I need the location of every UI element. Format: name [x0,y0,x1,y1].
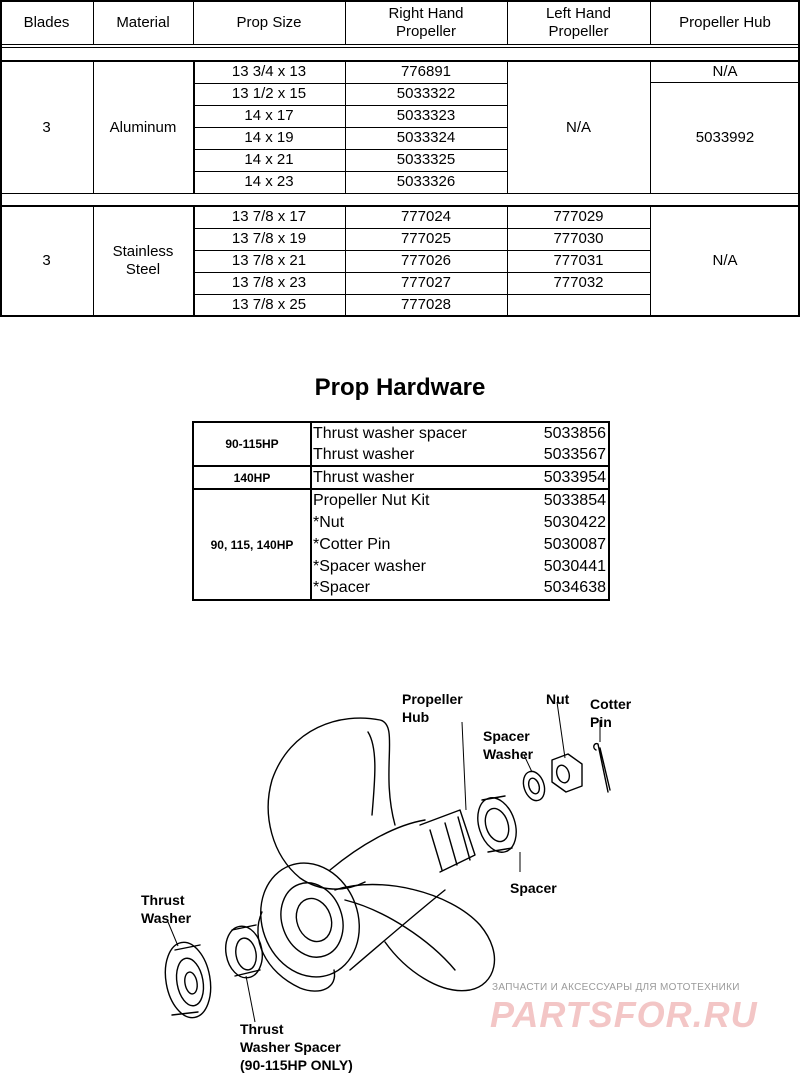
prop-size-cell: 13 7/8 x 23 [231,274,307,291]
prop-size-cell: 14 x 23 [244,173,294,190]
prop-size-cell: 14 x 21 [244,151,294,168]
right-hand-part-cell: 777025 [400,230,452,247]
header-propeller-hub: Propeller Hub [679,14,771,31]
hardware-item-desc: *Nut [313,514,345,531]
aluminum-left-hand: N/A [565,118,591,136]
left-hand-part-cell: 777029 [553,208,604,225]
right-hand-part-cell: 5033322 [396,85,456,102]
propeller-blade-left [258,912,335,991]
hardware-item-desc: Thrust washer [313,469,415,486]
header-material: Material [116,14,170,31]
stainless-blades: 3 [42,252,51,269]
hardware-item-part: 5034638 [543,579,606,596]
header-blades: Blades [23,14,70,31]
propeller-hub-part [471,793,523,857]
right-hand-part-cell: 5033325 [396,151,456,168]
aluminum-hub-first: N/A [712,63,738,80]
hardware-item-desc: *Cotter Pin [313,536,391,553]
thrust-washer-part [160,939,217,1021]
right-hand-part-cell: 777027 [400,274,452,291]
thrust-washer-spacer-part [222,923,266,980]
hardware-item-desc: Thrust washer [313,446,415,463]
hardware-item-desc: Propeller Nut Kit [313,492,430,509]
aluminum-hub: 5033992 [695,128,755,146]
hardware-item-part: 5030422 [543,514,606,531]
left-hand-part-cell [507,294,650,316]
prop-size-cell: 13 1/2 x 15 [231,85,307,102]
prop-size-cell: 13 7/8 x 17 [231,208,307,225]
stainless-material: Stainless Steel [112,243,174,278]
hardware-title: Prop Hardware [314,374,486,401]
header-right-hand: Right Hand Propeller [388,5,464,40]
label-spacer-washer: Spacer Washer [483,728,534,762]
left-hand-part-cell: 777032 [553,274,604,291]
header-left-hand: Left Hand Propeller [545,5,612,40]
hardware-item-part: 5033854 [543,492,606,509]
label-propeller-hub: Propeller Hub [402,691,463,725]
prop-size-cell: 13 7/8 x 19 [231,230,307,247]
prop-size-cell: 14 x 17 [244,107,294,124]
spacer-washer-part [520,769,548,804]
aluminum-material: Aluminum [109,118,177,136]
hardware-item-part: 5030441 [543,558,606,575]
hardware-group-label: 140HP [233,470,271,485]
aluminum-blades: 3 [42,118,51,136]
hardware-item-part: 5033954 [543,469,606,486]
propeller-blade-upper [268,718,395,889]
hardware-item-desc: Thrust washer spacer [313,425,467,442]
cotter-pin-part [594,744,610,792]
watermark-logo: PARTSFOR.RU [490,994,758,1035]
prop-size-cell: 13 3/4 x 13 [231,63,307,80]
right-hand-part-cell: 777026 [400,252,452,269]
hardware-group-label: 90, 115, 140HP [210,537,294,552]
hardware-item-desc: *Spacer washer [313,558,426,575]
label-cotter-pin: Cotter Pin [590,696,632,730]
hardware-item-part: 5030087 [543,536,606,553]
prop-size-cell: 13 7/8 x 25 [231,296,307,313]
left-hand-part-cell: 777031 [553,252,604,269]
hardware-item-desc: *Spacer [313,579,370,596]
right-hand-part-cell: 776891 [400,63,452,80]
label-thrust-washer: Thrust Washer [141,892,192,926]
stainless-hub: N/A [712,252,738,269]
label-nut: Nut [546,691,570,707]
hardware-item-part: 5033856 [543,425,606,442]
right-hand-part-cell: 777028 [400,296,452,313]
label-thrust-washer-spacer: Thrust Washer Spacer (90-115HP ONLY) [240,1021,353,1073]
label-spacer: Spacer [510,880,557,896]
propeller-shaft [420,810,475,872]
right-hand-part-cell: 5033326 [396,173,456,190]
prop-size-cell: 14 x 19 [244,129,294,146]
propeller-barrel-front [245,849,375,991]
hardware-group-label: 90-115HP [225,437,279,451]
right-hand-part-cell: 5033324 [396,129,456,146]
left-hand-part-cell: 777030 [553,230,604,247]
hardware-item-part: 5033567 [543,446,606,463]
header-prop-size: Prop Size [236,14,302,31]
right-hand-part-cell: 5033323 [396,107,456,124]
watermark-caption: ЗАПЧАСТИ И АКСЕССУАРЫ ДЛЯ МОТОТЕХНИКИ [492,982,740,993]
right-hand-part-cell: 777024 [400,208,452,225]
prop-size-cell: 13 7/8 x 21 [231,252,307,269]
